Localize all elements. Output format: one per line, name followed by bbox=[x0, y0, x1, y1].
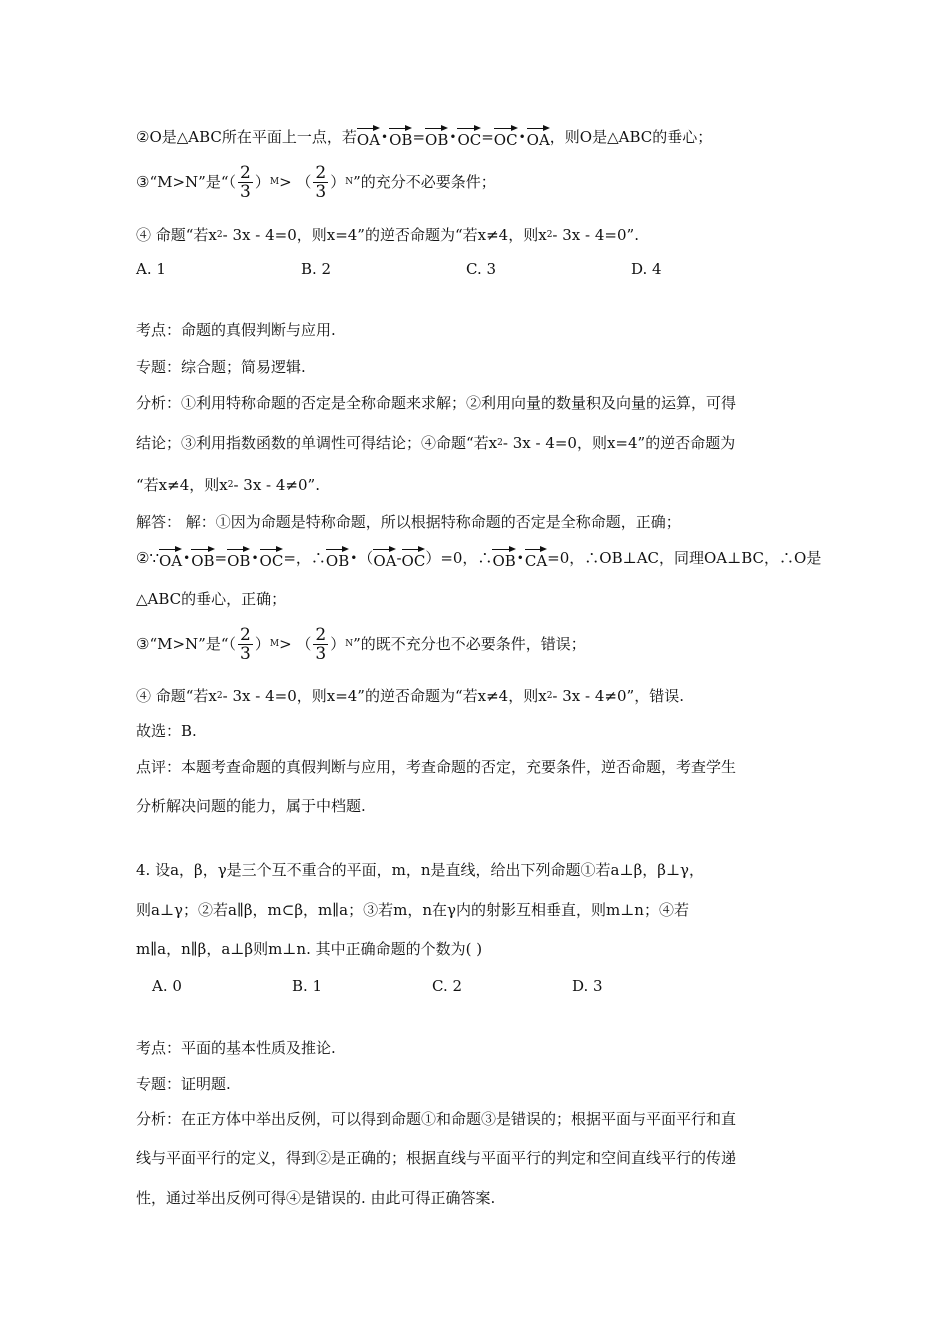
fraction bbox=[313, 164, 328, 201]
q4-fenxi-line-2: 线与平面平行的定义，得到②是正确的；根据直线与平面平行的判定和空间直线平行的传递 bbox=[136, 1149, 737, 1167]
q3-options bbox=[136, 254, 826, 284]
vector-ob: OB bbox=[492, 547, 515, 569]
text: ，则O是△ABC的垂心； bbox=[549, 128, 713, 146]
dot-operator: • bbox=[251, 551, 259, 565]
dot-operator: • bbox=[381, 130, 389, 144]
text: - 3x - 4≠0”. bbox=[233, 476, 320, 494]
vector-ob: OB bbox=[191, 547, 214, 569]
q3-dianping-line-1: 点评：本题考查命题的真假判断与应用，考查命题的否定，充要条件，逆否命题，考查学生 bbox=[136, 758, 737, 776]
vector-ca: CA bbox=[525, 547, 547, 569]
numerator: 2 bbox=[315, 162, 327, 183]
vector-oc: OC bbox=[457, 126, 481, 148]
denominator: 3 bbox=[240, 181, 251, 202]
q3-item-4: ④ 命题“若x 2 - 3x - 4=0，则x=4”的逆否命题为“若x≠4，则x 2 - 3x - 4=0”. bbox=[136, 226, 639, 244]
option-c: C. 3 bbox=[466, 260, 497, 278]
dot-operator: • bbox=[449, 130, 457, 144]
dot-operator: • bbox=[518, 130, 526, 144]
q4-options bbox=[152, 971, 842, 1001]
vector-ob: OB bbox=[389, 126, 412, 148]
q4-fenxi-line-3: 性，通过举出反例可得④是错误的. 由此可得正确答案. bbox=[136, 1189, 496, 1207]
equals: = bbox=[412, 128, 426, 146]
vector-oc: OC bbox=[402, 547, 426, 569]
q3-jieda-line-2 bbox=[136, 543, 826, 573]
vector-oc: OC bbox=[260, 547, 284, 569]
q3-jieda-line-4: ③“M>N”是“（ $\frac{2}{3}$ ） M > （ $\frac{2}{3}$ ） N ”的既不充分也不必要条件，错误； bbox=[136, 624, 586, 664]
q3-item-3: ③“M>N”是“（ $\frac{2}{3}$ ） M > （ $\frac{2}{3}$ ） N ”的充分不必要条件； bbox=[136, 162, 496, 202]
text: ②O是△ABC所在平面上一点，若 bbox=[136, 128, 357, 146]
dot-operator: • bbox=[183, 551, 191, 565]
text: - 3x - 4=0，则x=4”的逆否命题为“若x≠4，则x bbox=[222, 687, 547, 705]
text: “若x≠4，则x bbox=[136, 476, 228, 494]
option-d: D. 4 bbox=[631, 260, 662, 278]
dot-operator: • bbox=[516, 551, 524, 565]
text: - 3x - 4=0，则x=4”的逆否命题为 bbox=[502, 434, 736, 452]
text: 结论；③利用指数函数的单调性可得结论；④命题“若x bbox=[136, 434, 498, 452]
text: - 3x - 4=0，则x=4”的逆否命题为“若x≠4，则x bbox=[222, 226, 547, 244]
vector-oa: OA bbox=[159, 547, 182, 569]
dot-operator: • bbox=[350, 551, 358, 565]
fraction bbox=[313, 626, 328, 663]
fraction bbox=[238, 164, 253, 201]
text: （ bbox=[358, 549, 374, 567]
q3-zhuanti: 专题：综合题；简易逻辑. bbox=[136, 358, 306, 376]
equals: = bbox=[481, 128, 494, 146]
q4-stem-line-3: m∥a，n∥β，a⊥β则m⊥n. 其中正确命题的个数为( ) bbox=[136, 940, 483, 958]
numerator: 2 bbox=[315, 624, 327, 645]
q4-stem-line-1: 4. 设a，β，γ是三个互不重合的平面，m，n是直线，给出下列命题①若a⊥β，β⊥γ， bbox=[136, 861, 705, 879]
text: - 3x - 4≠0”，错误. bbox=[552, 687, 684, 705]
q3-kaodian: 考点：命题的真假判断与应用. bbox=[136, 321, 336, 339]
q4-fenxi-line-1: 分析：在正方体中举出反例，可以得到命题①和命题③是错误的；根据平面与平面平行和直 bbox=[136, 1110, 737, 1128]
option-b: B. 2 bbox=[301, 260, 332, 278]
q4-zhuanti: 专题：证明题. bbox=[136, 1075, 231, 1093]
minus: - bbox=[396, 549, 402, 567]
option-d: D. 3 bbox=[572, 977, 603, 995]
option-a: A. 0 bbox=[152, 977, 182, 995]
q3-fenxi-line-2: 结论；③利用指数函数的单调性可得结论；④命题“若x 2 - 3x - 4=0，则x=4”的逆否命题为 bbox=[136, 434, 736, 452]
vector-ob: OB bbox=[227, 547, 250, 569]
option-a: A. 1 bbox=[136, 260, 166, 278]
option-c: C. 2 bbox=[432, 977, 463, 995]
denominator: 3 bbox=[315, 181, 327, 202]
text: - 3x - 4=0”. bbox=[552, 226, 639, 244]
vector-oc: OC bbox=[494, 126, 518, 148]
q3-fenxi-line-1: 分析：①利用特称命题的否定是全称命题来求解；②利用向量的数量积及向量的运算，可得 bbox=[136, 394, 737, 412]
q3-fenxi-line-3: “若x≠4，则x 2 - 3x - 4≠0”. bbox=[136, 476, 320, 494]
denominator: 3 bbox=[315, 643, 327, 664]
q3-jieda-line-5: ④ 命题“若x 2 - 3x - 4=0，则x=4”的逆否命题为“若x≠4，则x 2 - 3x - 4≠0”，错误. bbox=[136, 687, 684, 705]
text: ③“M>N”是“（ bbox=[136, 635, 237, 653]
text: ”的充分不必要条件； bbox=[353, 173, 496, 191]
q3-dianping-line-2: 分析解决问题的能力，属于中档题. bbox=[136, 797, 366, 815]
text: > （ bbox=[279, 173, 312, 191]
fraction bbox=[238, 626, 253, 663]
text: ③“M>N”是“（ bbox=[136, 173, 237, 191]
text: ）=0，∴ bbox=[425, 549, 493, 567]
q4-stem-line-2: 则a⊥γ；②若a∥β，m⊂β，m∥a；③若m，n在γ内的射影互相垂直，则m⊥n；④若 bbox=[136, 901, 689, 919]
vector-ob: OB bbox=[425, 126, 448, 148]
q4-kaodian: 考点：平面的基本性质及推论. bbox=[136, 1039, 336, 1057]
numerator: 2 bbox=[240, 162, 251, 183]
denominator: 3 bbox=[240, 643, 251, 664]
text: ④ 命题“若x bbox=[136, 226, 217, 244]
vector-oa: OA bbox=[373, 547, 396, 569]
option-b: B. 1 bbox=[292, 977, 323, 995]
text: ”的既不充分也不必要条件，错误； bbox=[353, 635, 586, 653]
text: =，∴ bbox=[283, 549, 326, 567]
text: ④ 命题“若x bbox=[136, 687, 217, 705]
q3-jieda-line-1: 解答： 解：①因为命题是特称命题，所以根据特称命题的否定是全称命题，正确； bbox=[136, 513, 681, 531]
q3-jieda-line-3: △ABC的垂心，正确； bbox=[136, 590, 287, 608]
q3-item-2 bbox=[136, 122, 826, 152]
text: =0，∴OB⊥AC，同理OA⊥BC，∴O是 bbox=[547, 549, 822, 567]
q3-guxuan: 故选：B. bbox=[136, 722, 197, 740]
text: > （ bbox=[279, 635, 312, 653]
vector-oa: OA bbox=[527, 126, 550, 148]
vector-oa: OA bbox=[357, 126, 380, 148]
text: ②∵ bbox=[136, 549, 159, 567]
vector-ob: OB bbox=[326, 547, 349, 569]
numerator: 2 bbox=[240, 624, 251, 645]
equals: = bbox=[214, 549, 228, 567]
